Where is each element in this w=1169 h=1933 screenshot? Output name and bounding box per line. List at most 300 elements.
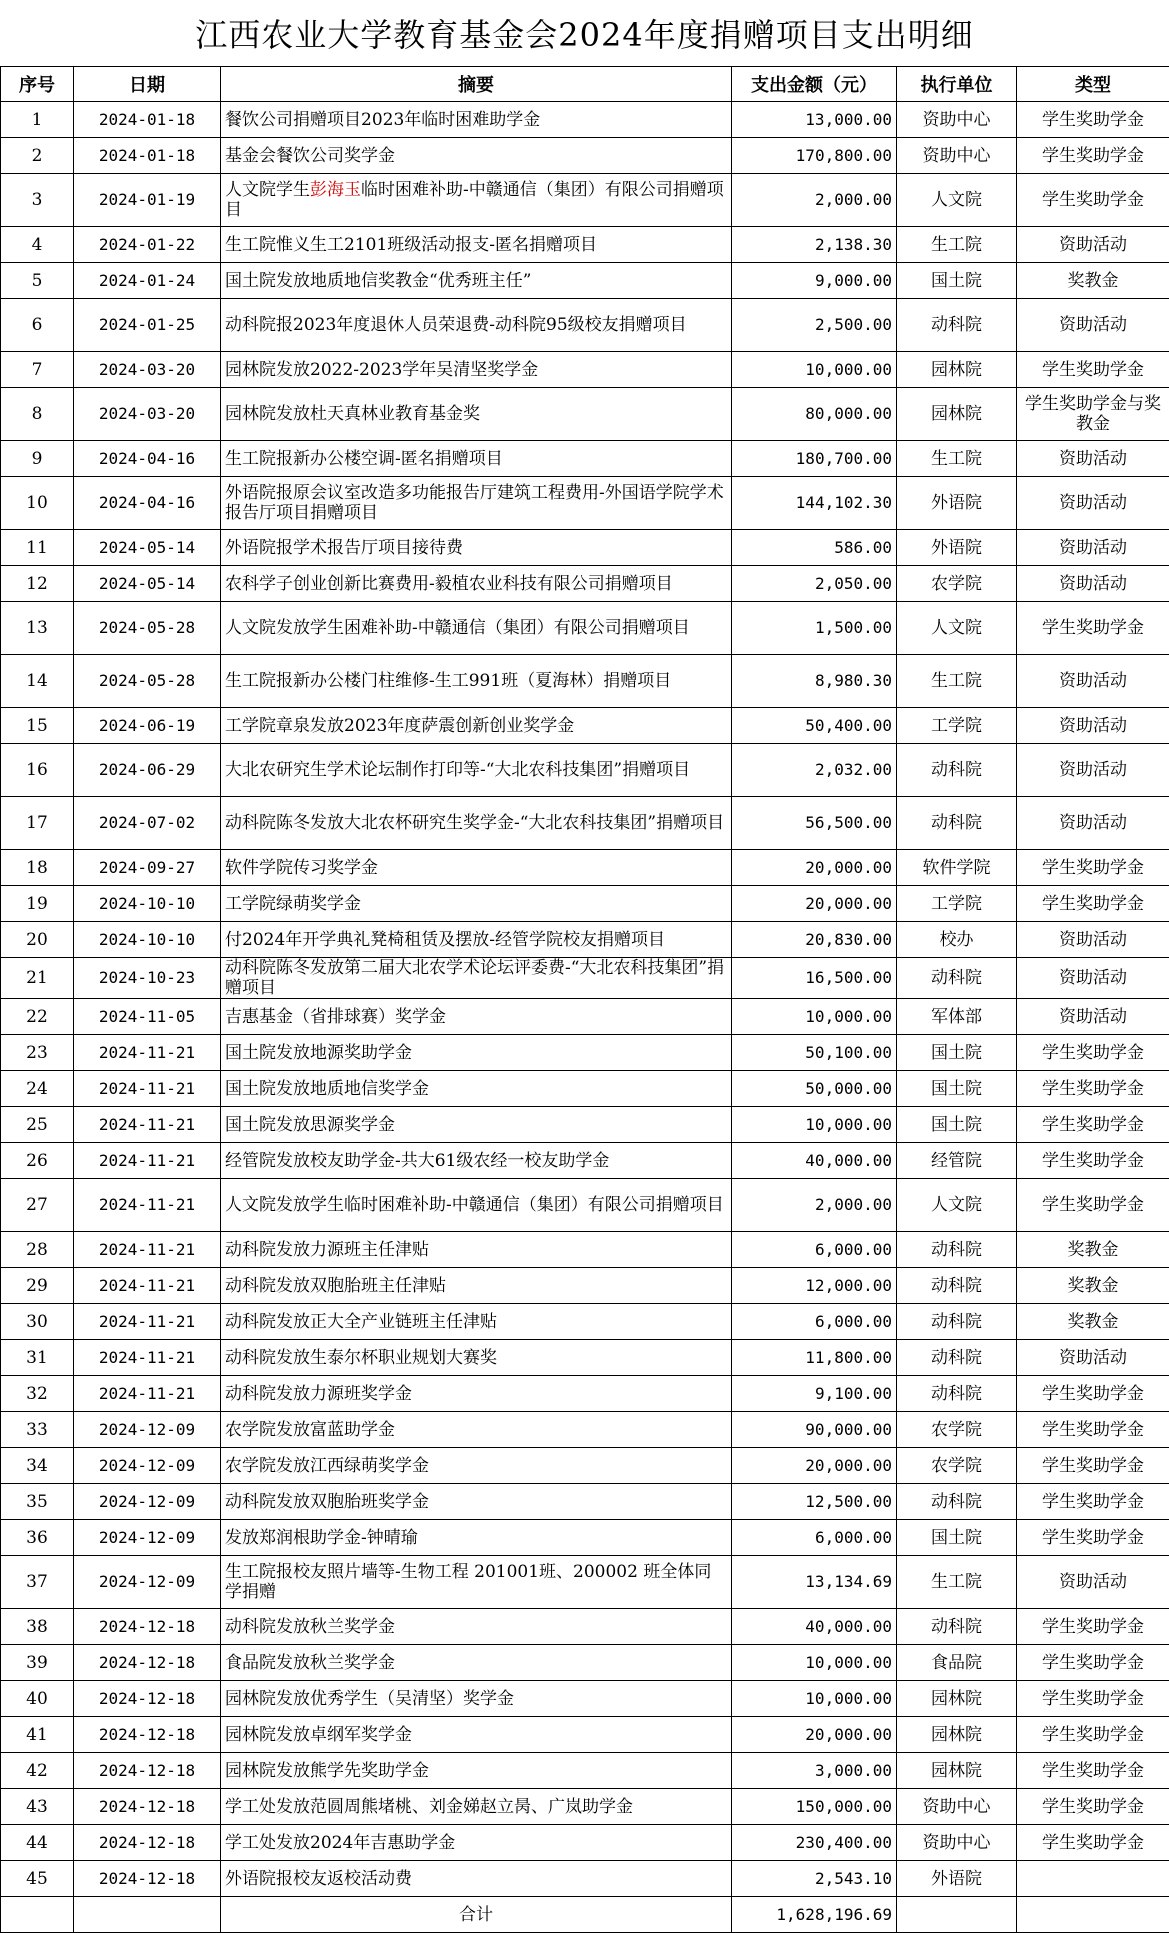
header-index: 序号	[1, 67, 74, 102]
row-type: 资助活动	[1017, 922, 1169, 958]
row-unit: 动科院	[897, 744, 1017, 797]
row-amount: 40,000.00	[732, 1143, 897, 1179]
row-summary: 动科院发放双胞胎班主任津贴	[221, 1268, 732, 1304]
row-index: 28	[1, 1232, 74, 1268]
table-row	[1, 1304, 1169, 1340]
row-date: 2024-01-18	[74, 102, 221, 138]
total-empty-cell	[74, 1897, 221, 1933]
table-header	[1, 67, 1169, 102]
row-date: 2024-12-18	[74, 1717, 221, 1753]
row-date: 2024-05-14	[74, 566, 221, 602]
row-summary: 农科学子创业创新比赛费用-毅植农业科技有限公司捐赠项目	[221, 566, 732, 602]
row-unit: 动科院	[897, 1340, 1017, 1376]
row-amount: 10,000.00	[732, 1645, 897, 1681]
row-amount: 150,000.00	[732, 1789, 897, 1825]
row-date: 2024-10-10	[74, 886, 221, 922]
table-row	[1, 352, 1169, 388]
row-unit: 园林院	[897, 1753, 1017, 1789]
table-row	[1, 1825, 1169, 1861]
row-unit: 动科院	[897, 958, 1017, 999]
row-type: 学生奖助学金	[1017, 102, 1169, 138]
row-type: 学生奖助学金	[1017, 352, 1169, 388]
row-summary: 动科院发放双胞胎班奖学金	[221, 1484, 732, 1520]
table-row	[1, 1143, 1169, 1179]
row-date: 2024-01-19	[74, 174, 221, 227]
row-index: 12	[1, 566, 74, 602]
row-amount: 40,000.00	[732, 1609, 897, 1645]
row-date: 2024-03-20	[74, 388, 221, 441]
row-summary: 国土院发放地质地信奖学金	[221, 1071, 732, 1107]
row-summary: 基金会餐饮公司奖学金	[221, 138, 732, 174]
row-date: 2024-10-10	[74, 922, 221, 958]
row-unit: 农学院	[897, 566, 1017, 602]
table-row	[1, 388, 1169, 441]
table-row	[1, 1861, 1169, 1897]
row-summary: 付2024年开学典礼凳椅租赁及摆放-经管学院校友捐赠项目	[221, 922, 732, 958]
total-row	[1, 1897, 1169, 1933]
row-type: 资助活动	[1017, 530, 1169, 566]
row-type: 学生奖助学金	[1017, 850, 1169, 886]
row-type: 学生奖助学金	[1017, 138, 1169, 174]
row-type: 学生奖助学金	[1017, 1107, 1169, 1143]
row-date: 2024-05-14	[74, 530, 221, 566]
table-row	[1, 138, 1169, 174]
row-summary: 学工处发放2024年吉惠助学金	[221, 1825, 732, 1861]
row-amount: 180,700.00	[732, 441, 897, 477]
header-amount: 支出金额（元）	[732, 67, 897, 102]
row-index: 21	[1, 958, 74, 999]
row-type: 学生奖助学金	[1017, 1789, 1169, 1825]
row-index: 5	[1, 263, 74, 299]
row-type: 学生奖助学金	[1017, 1681, 1169, 1717]
row-summary: 大北农研究生学术论坛制作打印等-“大北农科技集团”捐赠项目	[221, 744, 732, 797]
row-unit: 生工院	[897, 1556, 1017, 1609]
row-index: 39	[1, 1645, 74, 1681]
row-index: 24	[1, 1071, 74, 1107]
row-date: 2024-12-18	[74, 1645, 221, 1681]
row-type: 资助活动	[1017, 227, 1169, 263]
row-unit: 校办	[897, 922, 1017, 958]
row-type: 资助活动	[1017, 477, 1169, 530]
row-summary: 人文院发放学生困难补助-中赣通信（集团）有限公司捐赠项目	[221, 602, 732, 655]
row-summary: 国土院发放思源奖学金	[221, 1107, 732, 1143]
row-unit: 工学院	[897, 886, 1017, 922]
row-date: 2024-11-21	[74, 1035, 221, 1071]
row-amount: 2,000.00	[732, 1179, 897, 1232]
row-date: 2024-12-09	[74, 1520, 221, 1556]
row-unit: 食品院	[897, 1645, 1017, 1681]
row-amount: 12,500.00	[732, 1484, 897, 1520]
row-index: 22	[1, 999, 74, 1035]
expense-table	[0, 66, 1169, 1933]
table-row	[1, 1520, 1169, 1556]
row-summary: 国土院发放地质地信奖教金“优秀班主任”	[221, 263, 732, 299]
row-amount: 50,000.00	[732, 1071, 897, 1107]
row-type: 资助活动	[1017, 299, 1169, 352]
table-row	[1, 1107, 1169, 1143]
row-type: 奖教金	[1017, 1232, 1169, 1268]
row-type: 资助活动	[1017, 708, 1169, 744]
row-summary: 农学院发放富蓝助学金	[221, 1412, 732, 1448]
table-row	[1, 1609, 1169, 1645]
row-amount: 6,000.00	[732, 1304, 897, 1340]
header-row	[1, 67, 1169, 102]
row-unit: 资助中心	[897, 102, 1017, 138]
row-type: 学生奖助学金	[1017, 1179, 1169, 1232]
total-empty-cell	[1017, 1897, 1169, 1933]
row-amount: 2,138.30	[732, 227, 897, 263]
row-index: 43	[1, 1789, 74, 1825]
row-type: 学生奖助学金	[1017, 1143, 1169, 1179]
table-row	[1, 1645, 1169, 1681]
table-row	[1, 1268, 1169, 1304]
row-type: 学生奖助学金	[1017, 1520, 1169, 1556]
row-index: 35	[1, 1484, 74, 1520]
row-amount: 3,000.00	[732, 1753, 897, 1789]
row-index: 25	[1, 1107, 74, 1143]
row-date: 2024-11-21	[74, 1143, 221, 1179]
row-unit: 外语院	[897, 477, 1017, 530]
total-label: 合计	[221, 1897, 732, 1933]
row-summary: 生工院报校友照片墙等-生物工程 201001班、200002 班全体同学捐赠	[221, 1556, 732, 1609]
row-type: 学生奖助学金	[1017, 886, 1169, 922]
table-row	[1, 102, 1169, 138]
row-unit: 人文院	[897, 602, 1017, 655]
row-summary: 园林院发放杜天真林业教育基金奖	[221, 388, 732, 441]
row-date: 2024-11-21	[74, 1107, 221, 1143]
row-amount: 20,830.00	[732, 922, 897, 958]
row-unit: 生工院	[897, 441, 1017, 477]
row-amount: 6,000.00	[732, 1232, 897, 1268]
row-date: 2024-03-20	[74, 352, 221, 388]
table-row	[1, 1717, 1169, 1753]
row-index: 41	[1, 1717, 74, 1753]
row-date: 2024-11-21	[74, 1304, 221, 1340]
row-index: 34	[1, 1448, 74, 1484]
row-type	[1017, 1861, 1169, 1897]
row-date: 2024-04-16	[74, 441, 221, 477]
row-date: 2024-12-18	[74, 1861, 221, 1897]
row-summary: 生工院报新办公楼门柱维修-生工991班（夏海林）捐赠项目	[221, 655, 732, 708]
table-row	[1, 441, 1169, 477]
row-summary: 工学院章泉发放2023年度萨震创新创业奖学金	[221, 708, 732, 744]
table-row	[1, 530, 1169, 566]
table-row	[1, 299, 1169, 352]
table-row	[1, 1340, 1169, 1376]
row-summary: 园林院发放熊学先奖助学金	[221, 1753, 732, 1789]
row-unit: 人文院	[897, 174, 1017, 227]
row-summary: 园林院发放2022-2023学年吴清坚奖学金	[221, 352, 732, 388]
row-summary: 动科院陈冬发放大北农杯研究生奖学金-“大北农科技集团”捐赠项目	[221, 797, 732, 850]
row-index: 36	[1, 1520, 74, 1556]
page-title: 江西农业大学教育基金会2024年度捐赠项目支出明细	[0, 0, 1169, 66]
table-row	[1, 566, 1169, 602]
row-summary: 园林院发放卓纲军奖学金	[221, 1717, 732, 1753]
row-summary: 软件学院传习奖学金	[221, 850, 732, 886]
row-unit: 国土院	[897, 1035, 1017, 1071]
row-unit: 动科院	[897, 797, 1017, 850]
row-date: 2024-05-28	[74, 655, 221, 708]
row-summary: 经管院发放校友助学金-共大61级农经一校友助学金	[221, 1143, 732, 1179]
table-body	[1, 102, 1169, 1897]
table-row	[1, 655, 1169, 708]
row-amount: 2,050.00	[732, 566, 897, 602]
row-unit: 国土院	[897, 1107, 1017, 1143]
row-type: 奖教金	[1017, 263, 1169, 299]
row-amount: 10,000.00	[732, 999, 897, 1035]
row-summary: 农学院发放江西绿萌奖学金	[221, 1448, 732, 1484]
header-type: 类型	[1017, 67, 1169, 102]
row-type: 奖教金	[1017, 1268, 1169, 1304]
row-index: 6	[1, 299, 74, 352]
row-index: 29	[1, 1268, 74, 1304]
row-type: 资助活动	[1017, 1340, 1169, 1376]
table-row	[1, 886, 1169, 922]
total-amount: 1,628,196.69	[732, 1897, 897, 1933]
total-empty-cell	[897, 1897, 1017, 1933]
row-summary: 人文院发放学生临时困难补助-中赣通信（集团）有限公司捐赠项目	[221, 1179, 732, 1232]
row-date: 2024-01-18	[74, 138, 221, 174]
row-date: 2024-12-18	[74, 1825, 221, 1861]
row-type: 资助活动	[1017, 1556, 1169, 1609]
row-amount: 13,134.69	[732, 1556, 897, 1609]
row-unit: 国土院	[897, 263, 1017, 299]
row-unit: 外语院	[897, 1861, 1017, 1897]
row-index: 9	[1, 441, 74, 477]
summary-text: 临时困难补助-中赣通信（集团）有限公司捐赠项目	[225, 180, 724, 220]
row-summary: 动科院陈冬发放第二届大北农学术论坛评委费-“大北农科技集团”捐赠项目	[221, 958, 732, 999]
row-amount: 2,032.00	[732, 744, 897, 797]
header-date: 日期	[74, 67, 221, 102]
row-summary: 国土院发放地源奖助学金	[221, 1035, 732, 1071]
row-amount: 90,000.00	[732, 1412, 897, 1448]
row-date: 2024-11-21	[74, 1268, 221, 1304]
row-index: 1	[1, 102, 74, 138]
row-date: 2024-04-16	[74, 477, 221, 530]
row-index: 13	[1, 602, 74, 655]
table-row	[1, 227, 1169, 263]
row-index: 19	[1, 886, 74, 922]
row-date: 2024-12-09	[74, 1448, 221, 1484]
total-empty-cell	[1, 1897, 74, 1933]
table-row	[1, 1681, 1169, 1717]
table-footer	[1, 1897, 1169, 1933]
row-index: 7	[1, 352, 74, 388]
row-summary: 生工院报新办公楼空调-匿名捐赠项目	[221, 441, 732, 477]
row-amount: 20,000.00	[732, 1717, 897, 1753]
row-index: 30	[1, 1304, 74, 1340]
row-summary: 动科院发放正大全产业链班主任津贴	[221, 1304, 732, 1340]
row-type: 学生奖助学金	[1017, 1448, 1169, 1484]
row-index: 18	[1, 850, 74, 886]
row-unit: 园林院	[897, 352, 1017, 388]
row-date: 2024-11-05	[74, 999, 221, 1035]
row-unit: 园林院	[897, 1717, 1017, 1753]
table-row	[1, 922, 1169, 958]
row-amount: 50,100.00	[732, 1035, 897, 1071]
row-date: 2024-09-27	[74, 850, 221, 886]
row-unit: 动科院	[897, 1304, 1017, 1340]
row-date: 2024-05-28	[74, 602, 221, 655]
row-type: 学生奖助学金	[1017, 1645, 1169, 1681]
row-date: 2024-10-23	[74, 958, 221, 999]
row-amount: 10,000.00	[732, 1107, 897, 1143]
row-amount: 2,000.00	[732, 174, 897, 227]
table-row	[1, 1789, 1169, 1825]
row-type: 学生奖助学金	[1017, 1376, 1169, 1412]
row-unit: 动科院	[897, 299, 1017, 352]
table-row	[1, 744, 1169, 797]
row-type: 资助活动	[1017, 744, 1169, 797]
row-index: 14	[1, 655, 74, 708]
row-amount: 13,000.00	[732, 102, 897, 138]
row-amount: 56,500.00	[732, 797, 897, 850]
row-index: 45	[1, 1861, 74, 1897]
row-index: 20	[1, 922, 74, 958]
row-summary: 动科院发放秋兰奖学金	[221, 1609, 732, 1645]
row-date: 2024-12-09	[74, 1556, 221, 1609]
table-row	[1, 1556, 1169, 1609]
row-unit: 动科院	[897, 1484, 1017, 1520]
row-amount: 2,500.00	[732, 299, 897, 352]
row-index: 26	[1, 1143, 74, 1179]
row-index: 44	[1, 1825, 74, 1861]
row-unit: 外语院	[897, 530, 1017, 566]
row-amount: 16,500.00	[732, 958, 897, 999]
row-type: 资助活动	[1017, 441, 1169, 477]
table-row	[1, 708, 1169, 744]
row-amount: 20,000.00	[732, 1448, 897, 1484]
table-row	[1, 850, 1169, 886]
row-amount: 9,000.00	[732, 263, 897, 299]
table-row	[1, 1232, 1169, 1268]
table-row	[1, 477, 1169, 530]
row-unit: 资助中心	[897, 138, 1017, 174]
row-unit: 国土院	[897, 1071, 1017, 1107]
table-row	[1, 174, 1169, 227]
row-index: 15	[1, 708, 74, 744]
row-index: 11	[1, 530, 74, 566]
row-type: 学生奖助学金	[1017, 1717, 1169, 1753]
row-date: 2024-01-24	[74, 263, 221, 299]
row-summary: 外语院报原会议室改造多功能报告厅建筑工程费用-外国语学院学术报告厅项目捐赠项目	[221, 477, 732, 530]
row-index: 33	[1, 1412, 74, 1448]
row-unit: 农学院	[897, 1448, 1017, 1484]
row-summary: 动科院发放生泰尔杯职业规划大赛奖	[221, 1340, 732, 1376]
row-summary: 园林院发放优秀学生（吴清坚）奖学金	[221, 1681, 732, 1717]
row-type: 学生奖助学金	[1017, 174, 1169, 227]
header-unit: 执行单位	[897, 67, 1017, 102]
row-date: 2024-11-21	[74, 1071, 221, 1107]
row-type: 学生奖助学金	[1017, 602, 1169, 655]
row-type: 学生奖助学金	[1017, 1825, 1169, 1861]
row-index: 32	[1, 1376, 74, 1412]
row-unit: 资助中心	[897, 1789, 1017, 1825]
row-date: 2024-11-21	[74, 1376, 221, 1412]
row-amount: 20,000.00	[732, 850, 897, 886]
row-amount: 1,500.00	[732, 602, 897, 655]
table-row	[1, 1179, 1169, 1232]
row-unit: 园林院	[897, 388, 1017, 441]
row-amount: 144,102.30	[732, 477, 897, 530]
row-index: 3	[1, 174, 74, 227]
row-type: 学生奖助学金	[1017, 1071, 1169, 1107]
row-type: 学生奖助学金	[1017, 1753, 1169, 1789]
row-date: 2024-12-18	[74, 1609, 221, 1645]
row-index: 42	[1, 1753, 74, 1789]
table-row	[1, 1071, 1169, 1107]
table-row	[1, 1484, 1169, 1520]
row-summary: 学工处发放范圆周熊堵桃、刘金娣赵立昺、广岚助学金	[221, 1789, 732, 1825]
highlighted-name: 彭海玉	[310, 180, 361, 200]
row-unit: 动科院	[897, 1376, 1017, 1412]
row-unit: 资助中心	[897, 1825, 1017, 1861]
row-type: 资助活动	[1017, 566, 1169, 602]
row-unit: 动科院	[897, 1268, 1017, 1304]
row-summary: 吉惠基金（省排球赛）奖学金	[221, 999, 732, 1035]
row-summary: 动科院报2023年度退休人员荣退费-动科院95级校友捐赠项目	[221, 299, 732, 352]
row-amount: 10,000.00	[732, 1681, 897, 1717]
row-unit: 园林院	[897, 1681, 1017, 1717]
table-row	[1, 1448, 1169, 1484]
table-row	[1, 263, 1169, 299]
row-index: 31	[1, 1340, 74, 1376]
row-unit: 动科院	[897, 1232, 1017, 1268]
row-type: 奖教金	[1017, 1304, 1169, 1340]
row-unit: 人文院	[897, 1179, 1017, 1232]
row-index: 17	[1, 797, 74, 850]
row-type: 学生奖助学金与奖教金	[1017, 388, 1169, 441]
row-amount: 170,800.00	[732, 138, 897, 174]
row-summary: 外语院报学术报告厅项目接待费	[221, 530, 732, 566]
row-date: 2024-01-25	[74, 299, 221, 352]
row-summary: 工学院绿萌奖学金	[221, 886, 732, 922]
row-index: 16	[1, 744, 74, 797]
row-amount: 9,100.00	[732, 1376, 897, 1412]
table-row	[1, 1035, 1169, 1071]
row-amount: 586.00	[732, 530, 897, 566]
row-amount: 20,000.00	[732, 886, 897, 922]
table-row	[1, 1412, 1169, 1448]
row-type: 资助活动	[1017, 999, 1169, 1035]
table-row	[1, 999, 1169, 1035]
row-date: 2024-12-18	[74, 1789, 221, 1825]
row-type: 学生奖助学金	[1017, 1484, 1169, 1520]
row-index: 37	[1, 1556, 74, 1609]
row-type: 学生奖助学金	[1017, 1609, 1169, 1645]
row-index: 38	[1, 1609, 74, 1645]
row-amount: 2,543.10	[732, 1861, 897, 1897]
row-amount: 12,000.00	[732, 1268, 897, 1304]
row-amount: 50,400.00	[732, 708, 897, 744]
row-unit: 生工院	[897, 227, 1017, 263]
header-summary: 摘要	[221, 67, 732, 102]
row-date: 2024-12-18	[74, 1753, 221, 1789]
row-summary: 食品院发放秋兰奖学金	[221, 1645, 732, 1681]
row-index: 10	[1, 477, 74, 530]
row-unit: 农学院	[897, 1412, 1017, 1448]
summary-text: 人文院学生	[225, 180, 310, 200]
row-index: 2	[1, 138, 74, 174]
row-amount: 8,980.30	[732, 655, 897, 708]
row-date: 2024-11-21	[74, 1179, 221, 1232]
table-row	[1, 797, 1169, 850]
row-date: 2024-01-22	[74, 227, 221, 263]
row-date: 2024-11-21	[74, 1340, 221, 1376]
row-unit: 经管院	[897, 1143, 1017, 1179]
row-amount: 11,800.00	[732, 1340, 897, 1376]
row-unit: 军体部	[897, 999, 1017, 1035]
